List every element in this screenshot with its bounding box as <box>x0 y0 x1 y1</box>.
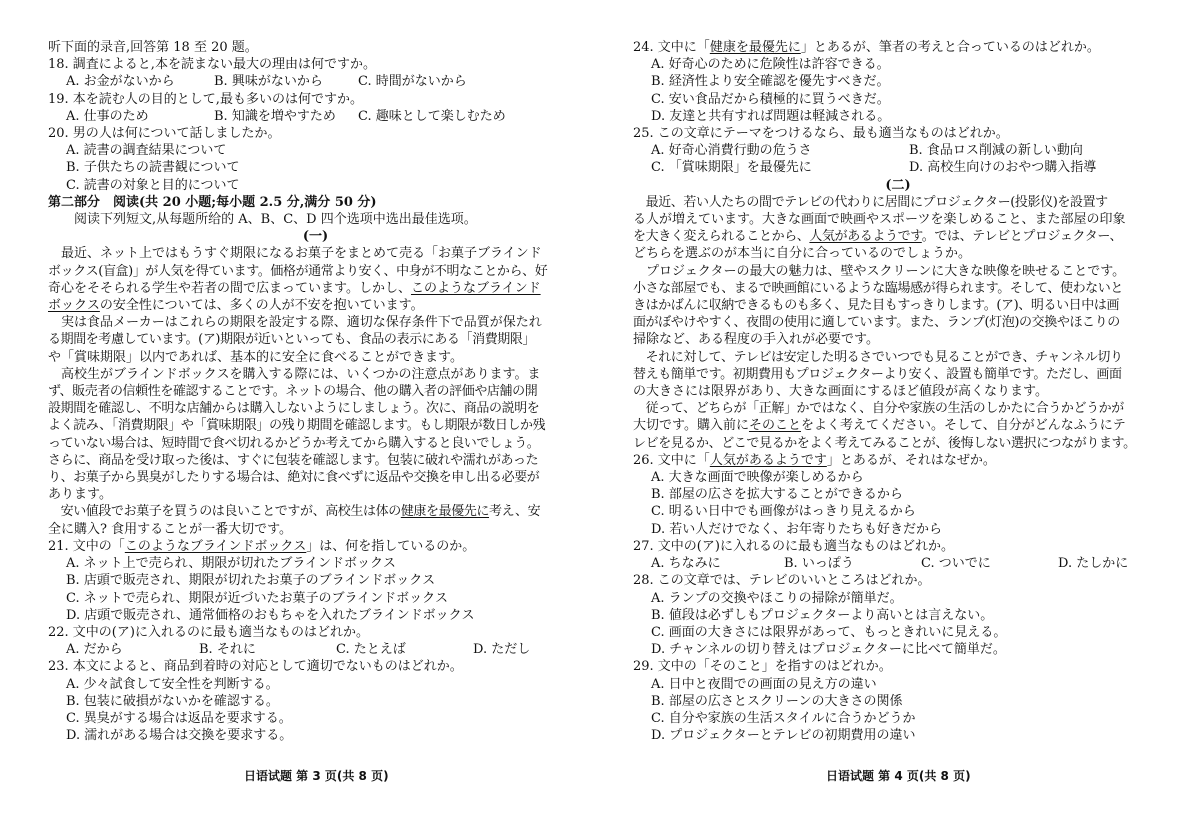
text-line: 高校生がブラインドボックスを購入する際には、いくつかの注意点があります。ま <box>48 366 541 382</box>
text-line: よく読み、「消費期限」や「賞味期限」の残り期間を確認します。もし期限が数日しか残 <box>48 418 546 434</box>
section-heading: (二) <box>885 177 911 193</box>
answer-option: A. 好奇心のために危険性は許容できる。 <box>651 57 890 73</box>
answer-option: C. 自分や家族の生活スタイルに合うかどうか <box>651 710 916 726</box>
answer-option: D. たしかに <box>1058 556 1129 572</box>
answer-option: B. 店頭で販売され、期限が切れたお菓子のブラインドボックス <box>66 573 436 589</box>
text-line: 27. 文中の(ア)に入れるのに最も適当なものはどれか。 <box>633 538 954 554</box>
answer-option: B. 包装に破損がないかを確認する。 <box>66 693 279 709</box>
answer-option: D. 店頭で販売され、通常価格のおもちゃを入れたブラインドボックス <box>66 607 475 623</box>
text-line: 28. この文章では、テレビのいいところはどれか。 <box>633 573 931 589</box>
text-line: どちらを選ぶのが本当に自分に合っているのでしょうか。 <box>633 246 972 262</box>
answer-option: A. ネット上で売られ、期限が切れたブラインドボックス <box>66 556 396 572</box>
answer-option: D. ただし <box>473 642 531 658</box>
answer-option: A. ちなみに <box>651 556 721 572</box>
text-line: きはかばんに収納できるものも多く、見た目もすっきりします。(ア)、明るい日中は画 <box>633 298 1120 314</box>
section-heading: (一) <box>302 229 329 245</box>
answer-option: B. 子供たちの読書観について <box>66 160 240 176</box>
text-line: り、お菓子から異臭がしたりする場合は、絶対に食べずに返品や交換を申し出る必要が <box>48 470 540 486</box>
option-row <box>48 108 583 125</box>
text-line: っていない場合は、短時間で食べ切れるかどうか考えてから購入すると良いでしょう。 <box>48 435 540 451</box>
text-line: を大きく変えられることから、人気があるようです。では、テレビとプロジェクター、 <box>633 229 1123 245</box>
answer-option: B. 値段は必ずしもプロジェクターより高いとは言えない。 <box>651 607 994 623</box>
option-row <box>633 555 1163 572</box>
text-line: 替えも簡単です。初期費用もプロジェクターより安く、設置も簡単です。ただし、画面 <box>633 366 1122 382</box>
text-line: 19. 本を読む人の目的として,最も多いのは何ですか。 <box>48 91 363 107</box>
text-line: 全に購入? 食用することが一番大切です。 <box>48 521 293 537</box>
option-row <box>48 641 583 658</box>
option-row <box>633 142 1163 159</box>
text-line: 26. 文中に「人気があるようです」とあるが、それはなぜか。 <box>633 452 996 468</box>
answer-option: D. 若い人だけでなく、お年寄りたちも好きだから <box>651 521 942 537</box>
answer-option: C. 画面の大きさには限界があって、もっときれいに見える。 <box>651 624 1007 640</box>
right-column <box>633 39 1163 744</box>
text-line: レビを見るか、どこで見るかをよく考えてみることが、後悔しない選択につながります。 <box>633 435 1136 451</box>
left-column <box>48 39 583 744</box>
option-row <box>48 73 583 90</box>
answer-option: D. 高校生向けのおやつ購入指導 <box>909 160 1097 176</box>
text-line: それに対して、テレビは安定した明るさでいつでも見ることができ、チャンネル切り <box>633 349 1123 365</box>
answer-option: A. 読書の調査結果について <box>66 143 227 159</box>
answer-option: D. プロジェクターとテレビの初期費用の違い <box>651 728 916 744</box>
answer-option: A. お金がないから <box>66 74 175 90</box>
answer-option: C. 安い食品だから積極的に買うべきだ。 <box>651 91 890 107</box>
page-footer-right: 日语试题 第 4 页(共 8 页) <box>826 769 971 783</box>
answer-option: C. 趣味として楽しむため <box>358 108 506 124</box>
text-line: 18. 調査によると,本を読まない最大の理由は何ですか。 <box>48 57 376 73</box>
text-line: 奇心をそそられる学生や若者の間で広まっています。しかし、このようなブラインド <box>48 280 541 296</box>
answer-option: D. チャンネルの切り替えはプロジェクターに比べて簡単だ。 <box>651 642 1006 658</box>
text-line: 小さな部屋でも、まるで映画館にいるような臨場感が得られます。そして、使わないと <box>633 280 1123 296</box>
text-line: 25. この文章にテーマをつけるなら、最も適当なものはどれか。 <box>633 126 1009 142</box>
text-line: ず、販売者の信頼性を確認することです。ネットの場合、他の購入者の評価や店舗の開 <box>48 384 538 400</box>
text-line: る期間を考慮しています。(ア)期限が近いといっても、食品の表示にある「消費期限」 <box>48 332 536 348</box>
text-line: 23. 本文によると、商品到着時の対応として適切でないものはどれか。 <box>48 659 463 675</box>
text-line: る人が増えています。大きな画面で映画やスポーツを楽しめること、また部屋の印象 <box>633 212 1126 228</box>
text-line: 最近、若い人たちの間でテレビの代わりに居間にプロジェクター(投影仪)を設置す <box>633 194 1108 210</box>
answer-option: C. 時間がないから <box>358 74 467 90</box>
answer-option: C. 読書の対象と目的について <box>66 177 240 193</box>
answer-option: B. 経済性より安全確認を優先すべきだ。 <box>651 74 890 90</box>
answer-option: C. 異臭がする場合は返品を要求する。 <box>66 710 292 726</box>
answer-option: A. だから <box>66 642 123 658</box>
text-line: 第二部分 阅读(共 20 小题;每小题 2.5 分,满分 50 分) <box>48 194 377 210</box>
text-line: あります。 <box>48 487 112 503</box>
text-line: ボックス(盲盒)」が人気を得ています。価格が通常より安く、中身が不明なことから、好 <box>48 263 548 279</box>
text-line: 听下面的录音,回答第 18 至 20 题。 <box>48 40 258 55</box>
option-row <box>633 159 1163 176</box>
answer-option: A. 少々試食して安全性を判断する。 <box>66 676 279 692</box>
text-line: 大切です。購入前にそのことをよく考えてください。そして、自分がどんなふうにテ <box>633 418 1126 434</box>
page-footer-left: 日语试题 第 3 页(共 8 页) <box>244 769 389 783</box>
answer-option: D. 友達と共有すれば問題は軽減される。 <box>651 108 891 124</box>
answer-option: A. 仕事のため <box>66 108 149 124</box>
text-line: 21. 文中の「このようなブラインドボックス」は、何を指しているのか。 <box>48 538 476 554</box>
answer-option: B. 部屋の広さを拡大することができるから <box>651 487 903 503</box>
text-line: 実は食品メーカーはこれらの期限を設定する際、適切な保存条件下で品質が保たれ <box>48 315 542 331</box>
answer-option: C. 「賞味期限」を最優先に <box>651 160 812 176</box>
text-line: プロジェクターの最大の魅力は、壁やスクリーンに大きな映像を映せることです。 <box>633 263 1126 279</box>
answer-option: C. ついでに <box>921 556 991 572</box>
text-line: 安い値段でお菓子を買うのは良いことですが、高校生は体の健康を最優先に考え、安 <box>48 504 541 520</box>
answer-option: C. ネットで売られ、期限が近づいたお菓子のブラインドボックス <box>66 590 449 606</box>
answer-option: C. たとえば <box>336 642 406 658</box>
text-line: さらに、商品を受け取った後は、すぐに包装を確認します。包装に破れや濡れがあった <box>48 452 539 468</box>
text-line: 面がぼやけやすく、夜間の使用に適しています。また、ランプ(灯泡)の交換やほこりの <box>633 315 1120 331</box>
answer-option: A. 大きな画面で映像が楽しめるから <box>651 470 864 486</box>
text-line: 24. 文中に「健康を最優先に」とあるが、筆者の考えと合っているのはどれか。 <box>633 40 1100 55</box>
answer-option: C. 明るい日中でも画像がはっきり見えるから <box>651 504 916 520</box>
answer-option: B. 知識を増やすため <box>214 108 336 124</box>
answer-option: B. いっぽう <box>784 556 854 572</box>
text-line: 阅读下列短文,从每题所给的 A、B、C、D 四个选项中选出最佳选项。 <box>48 212 477 228</box>
text-line: 掃除など、ある程度の手入れが必要です。 <box>633 332 879 348</box>
answer-option: A. 日中と夜間での画面の見え方の違い <box>651 676 877 692</box>
answer-option: B. 興味がないから <box>214 74 323 90</box>
text-line: 29. 文中の「そのこと」を指すのはどれか。 <box>633 659 892 675</box>
text-line: や「賞味期限」以内であれば、基本的に安全に食べることができます。 <box>48 349 463 365</box>
answer-option: D. 濡れがある場合は交換を要求する。 <box>66 728 293 744</box>
text-line: 20. 男の人は何について話しましたか。 <box>48 126 281 142</box>
answer-option: A. ランプの交換やほこりの掃除が簡単だ。 <box>651 590 903 606</box>
text-line: 設期間を確認し、不明な店舗からは購入しないようにしましょう。次に、商品の説明を <box>48 401 540 417</box>
text-line: 従って、どちらが「正解」かではなく、自分や家族の生活のしかたに合うかどうかが <box>633 401 1124 417</box>
answer-option: B. 食品ロス削減の新しい動向 <box>909 143 1083 159</box>
text-line: 22. 文中の(ア)に入れるのに最も適当なものはどれか。 <box>48 624 369 640</box>
text-line: の大きさには限界があり、大きな画面にするほど値段が高くなります。 <box>633 384 1048 400</box>
text-line: ボックスの安全性については、多くの人が不安を抱いています。 <box>48 298 424 314</box>
answer-option: B. 部屋の広さとスクリーンの大きさの関係 <box>651 693 903 709</box>
answer-option: B. それに <box>199 642 256 658</box>
answer-option: A. 好奇心消費行動の危うさ <box>651 143 812 159</box>
text-line: 最近、ネット上ではもうすぐ期限になるお菓子をまとめて売る「お菓子ブラインド <box>48 246 542 262</box>
